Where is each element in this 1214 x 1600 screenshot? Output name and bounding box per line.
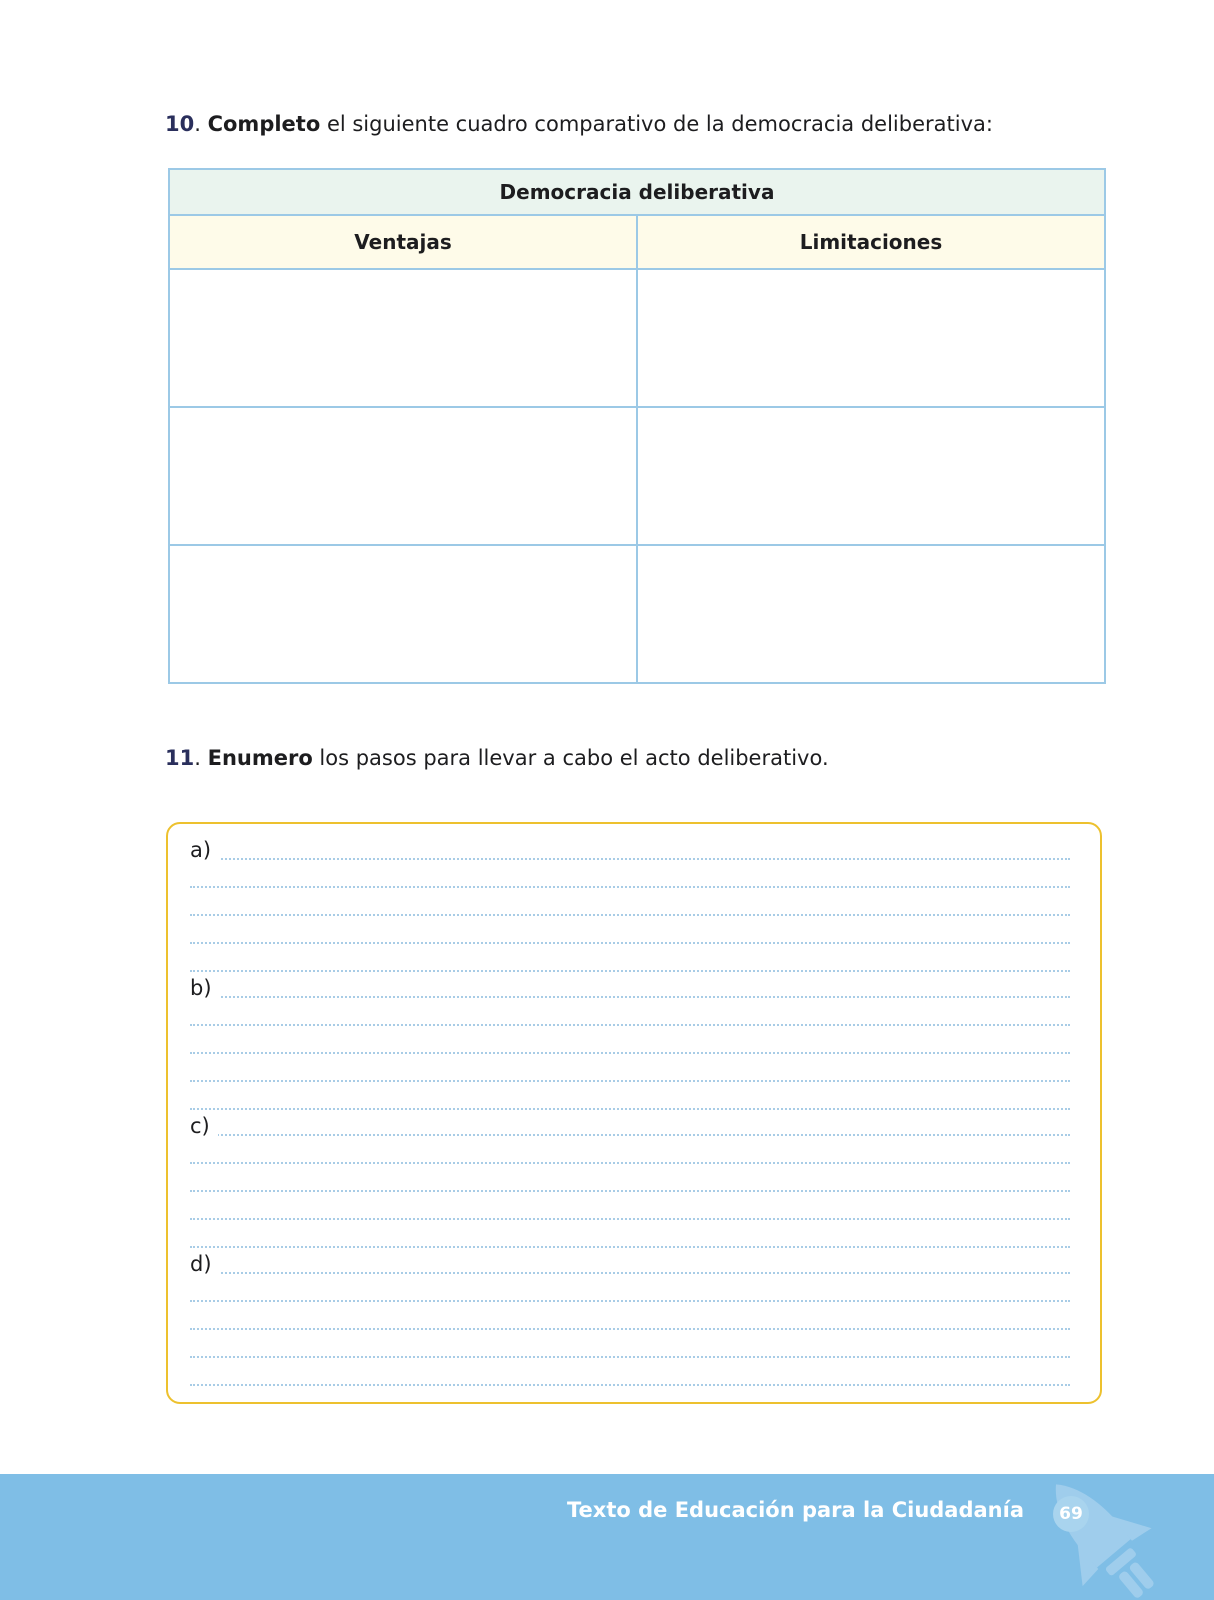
answer-line[interactable] [190, 1334, 1070, 1358]
answer-line[interactable] [190, 1112, 1070, 1136]
question-verb: Completo [207, 112, 321, 136]
footer-bar [0, 1474, 1214, 1600]
answer-cell-ventajas-2[interactable] [169, 407, 637, 545]
question-number: 11 [165, 746, 195, 770]
question-verb: Enumero [207, 746, 313, 770]
answer-line[interactable] [190, 1058, 1070, 1082]
answer-line[interactable] [190, 1362, 1070, 1386]
rocket-icon [1026, 1474, 1176, 1600]
answer-line[interactable] [190, 1086, 1070, 1110]
item-label-c: c) [190, 1114, 218, 1138]
question-text: el siguiente cuadro comparativo de la democracia deliberativa: [320, 112, 993, 136]
question-number: 10 [165, 112, 195, 136]
answer-line[interactable] [190, 974, 1070, 998]
answer-line[interactable] [190, 1306, 1070, 1330]
answer-line[interactable] [190, 1030, 1070, 1054]
answer-line[interactable] [190, 1196, 1070, 1220]
column-header-limitaciones: Limitaciones [637, 215, 1105, 269]
question-11: 11. Enumero los pasos para llevar a cabo el acto deliberativo. [165, 746, 829, 770]
page-number: 69 [1053, 1496, 1089, 1532]
answer-line[interactable] [190, 1002, 1070, 1026]
answer-box [166, 822, 1102, 1404]
column-header-ventajas: Ventajas [169, 215, 637, 269]
answer-cell-ventajas-1[interactable] [169, 269, 637, 407]
answer-line[interactable] [190, 864, 1070, 888]
answer-line[interactable] [190, 836, 1070, 860]
answer-line[interactable] [190, 948, 1070, 972]
item-label-a: a) [190, 838, 219, 862]
question-10: 10. Completo el siguiente cuadro comparativo de la democracia deliberativa: [165, 112, 993, 136]
answer-line[interactable] [190, 1168, 1070, 1192]
answer-line[interactable] [190, 1140, 1070, 1164]
footer-title: Texto de Educación para la Ciudadanía [567, 1498, 1024, 1522]
answer-cell-limitaciones-1[interactable] [637, 269, 1105, 407]
question-text: los pasos para llevar a cabo el acto deliberativo. [312, 746, 829, 770]
answer-line[interactable] [190, 1278, 1070, 1302]
comparison-table [168, 168, 1106, 684]
answer-cell-limitaciones-3[interactable] [637, 545, 1105, 683]
item-label-b: b) [190, 976, 220, 1000]
answer-line[interactable] [190, 1224, 1070, 1248]
item-label-d: d) [190, 1252, 220, 1276]
answer-line[interactable] [190, 920, 1070, 944]
table-title: Democracia deliberativa [169, 169, 1105, 215]
answer-line[interactable] [190, 1250, 1070, 1274]
answer-cell-limitaciones-2[interactable] [637, 407, 1105, 545]
answer-cell-ventajas-3[interactable] [169, 545, 637, 683]
answer-line[interactable] [190, 892, 1070, 916]
